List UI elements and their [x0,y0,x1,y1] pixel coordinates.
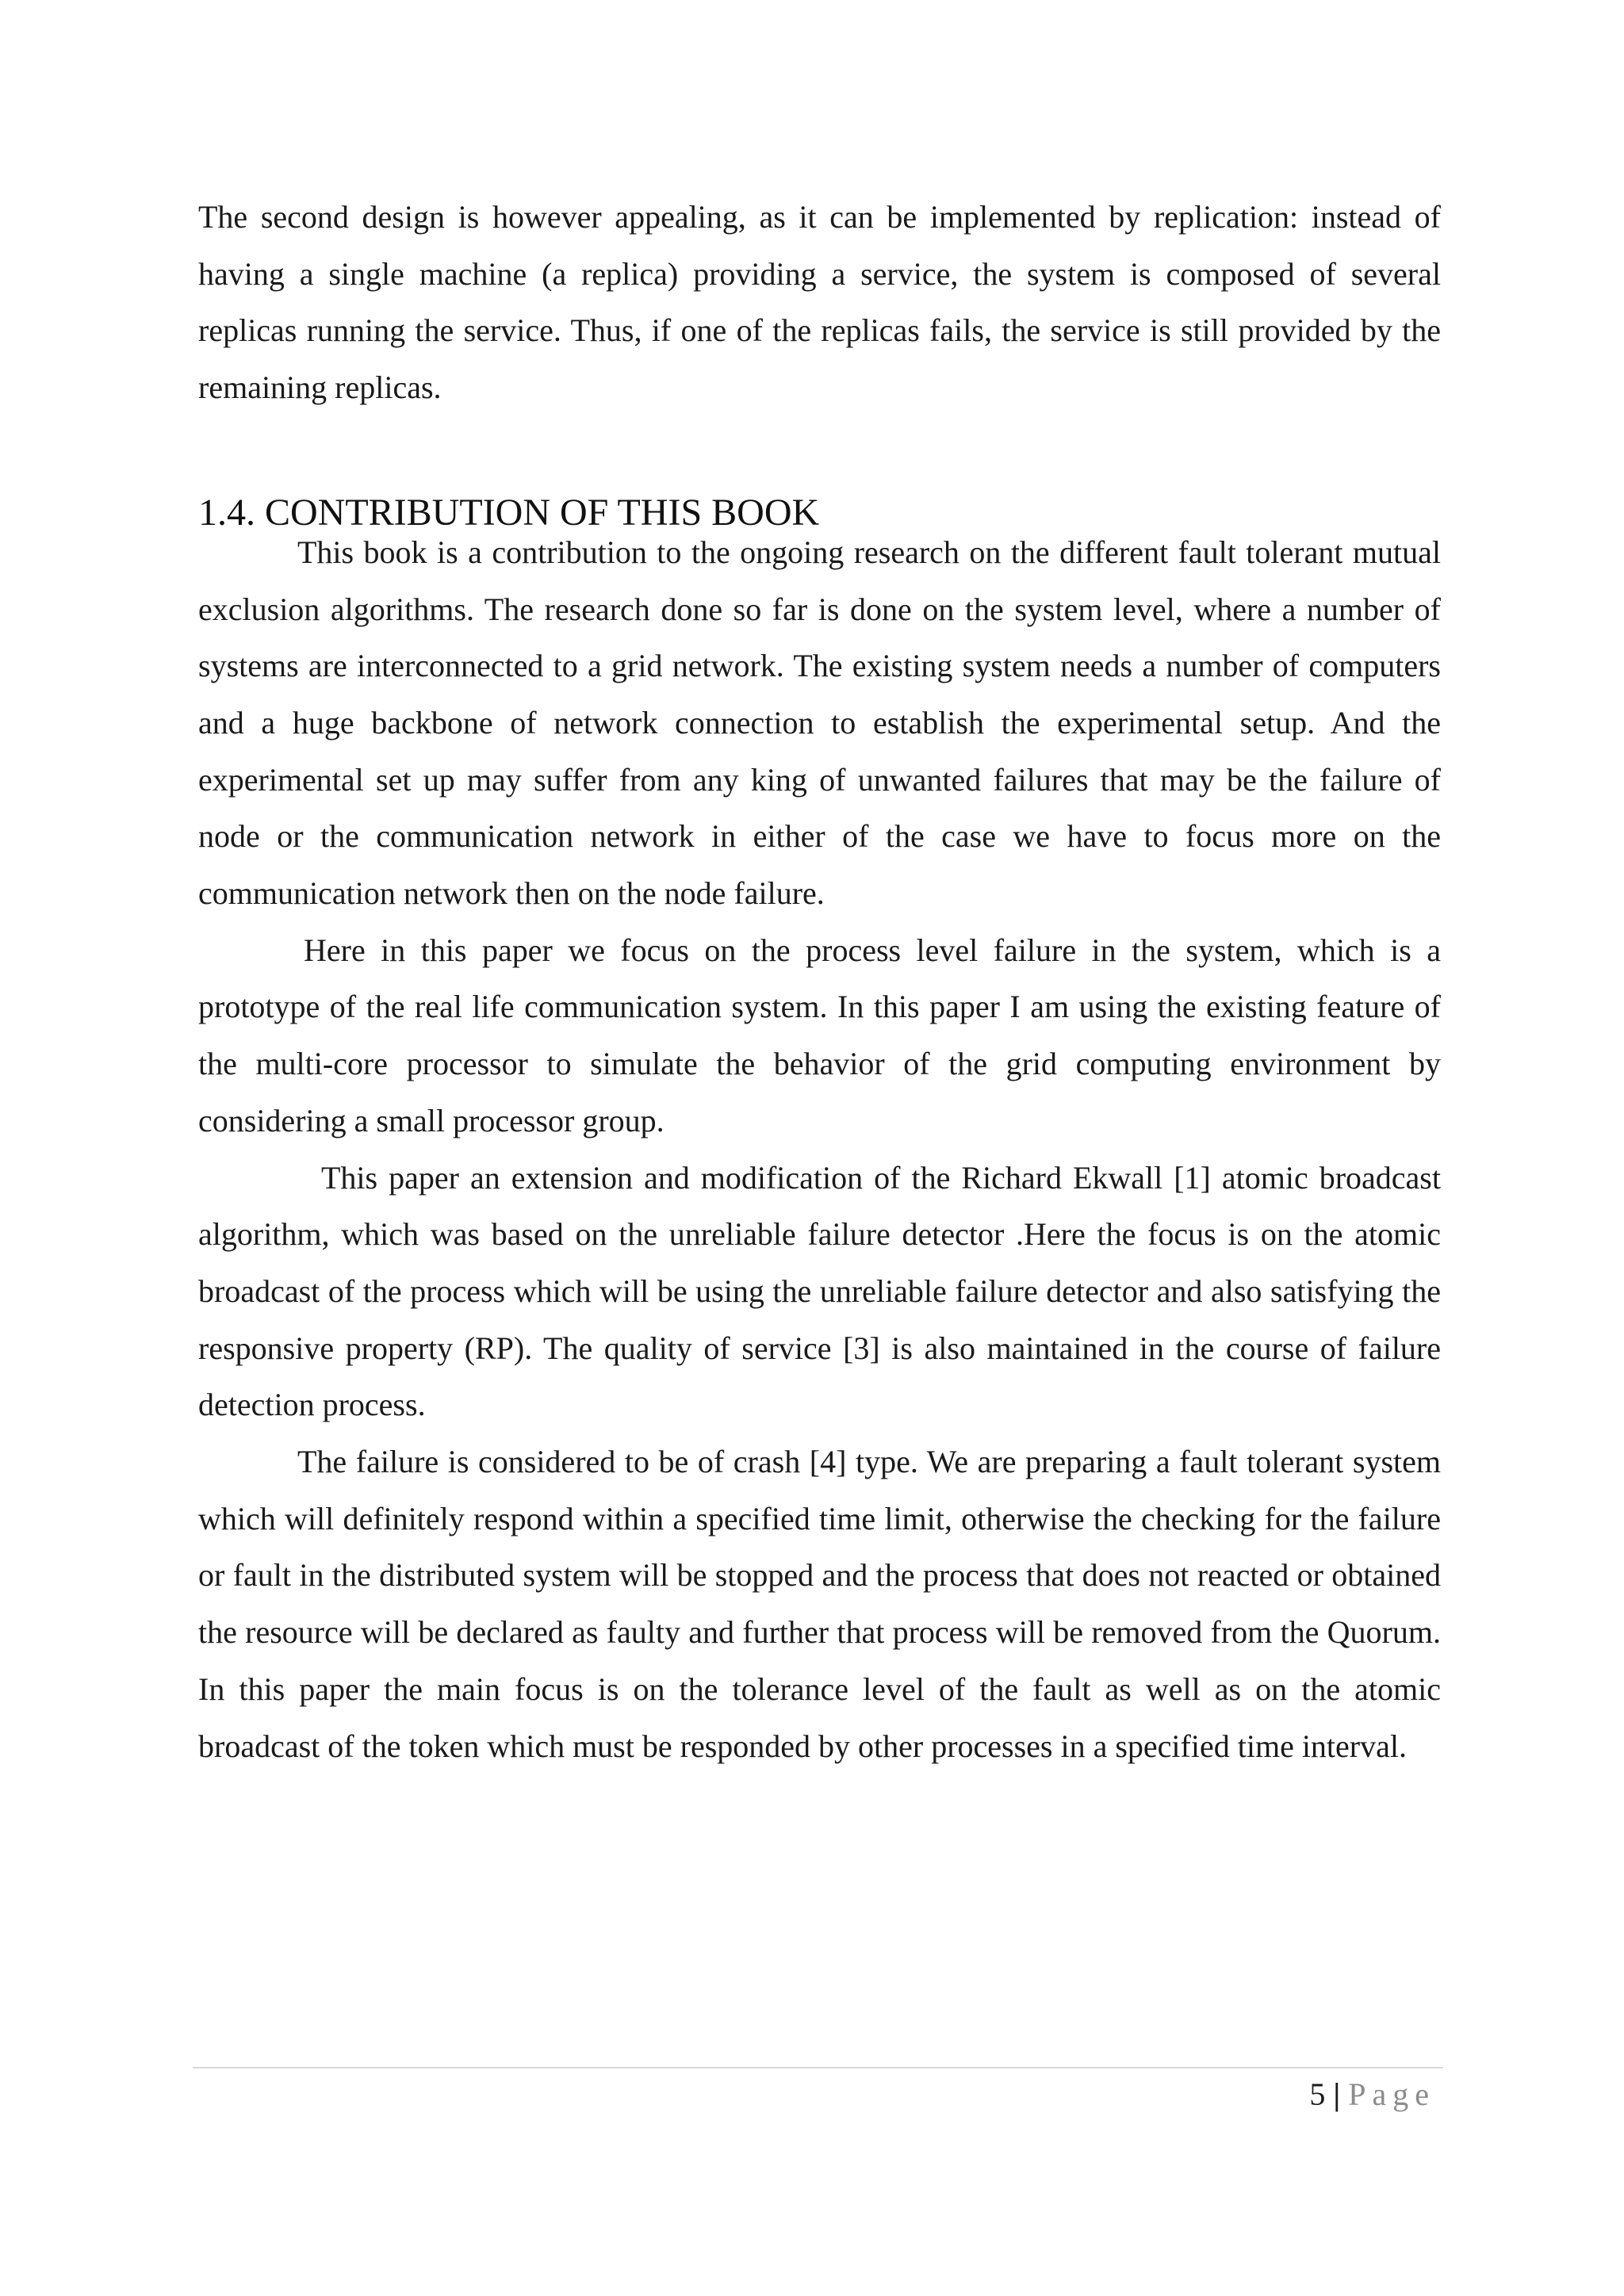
intro-paragraph: The second design is however appealing, as it can be implemented by replication: instead of having a single machine (a replica) providing a service, the system is composed of several replicas running the service. Thus, if one of the replicas fails, the service is still provided by the remaining replicas. [198,199,1441,406]
page-number: 5 [1309,2076,1326,2112]
section-paragraph-3: This paper an extension and modification of the Richard Ekwall [1] atomic broadcast algorithm, which was based on the unreliable failure detector .Here the focus is on the atomic broadcast of the process which will be using the unreliable failure detector and also satisfying the responsive property (RP). The quality of service [3] is also maintained in the course of failure detection process. [198,1159,1441,1423]
page-footer [1309,2074,1435,2115]
footer-divider [193,2067,1443,2068]
section-paragraph-4: The failure is considered to be of crash [4] type. We are preparing a fault tolerant system which will definitely respond within a specified time limit, otherwise the checking for the failure or fault in the distributed system will be stopped and the process that does not reacted or obtained the resource will be declared as faulty and further that process will be removed from the Quorum. In this paper the main focus is on the tolerance level of the fault as well as on the atomic broadcast of the token which must be responded by other processes in a specified time interval. [198,1444,1441,1764]
page-body [198,189,1441,1774]
section-heading: 1.4. CONTRIBUTION OF THIS BOOK [198,491,820,534]
footer-separator: | [1333,2076,1341,2112]
section-paragraph-1: This book is a contribution to the ongoing research on the different fault tolerant mutual exclusion algorithms. The research done so far is done on the system level, where a number of systems are interconnected to a grid network. The existing system needs a number of computers and a huge backbone of network connection to establish the experimental setup. And the experimental set up may suffer from any king of unwanted failures that may be the failure of node or the communication network in either of the case we have to focus more on the communication network then on the node failure. [198,534,1441,912]
page-word: Page [1348,2076,1435,2112]
section-paragraph-2: Here in this paper we focus on the process level failure in the system, which is a prototype of the real life communication system. In this paper I am using the existing feature of the multi-core processor to simulate the behavior of the grid computing environment by considering a small processor group. [198,932,1441,1138]
